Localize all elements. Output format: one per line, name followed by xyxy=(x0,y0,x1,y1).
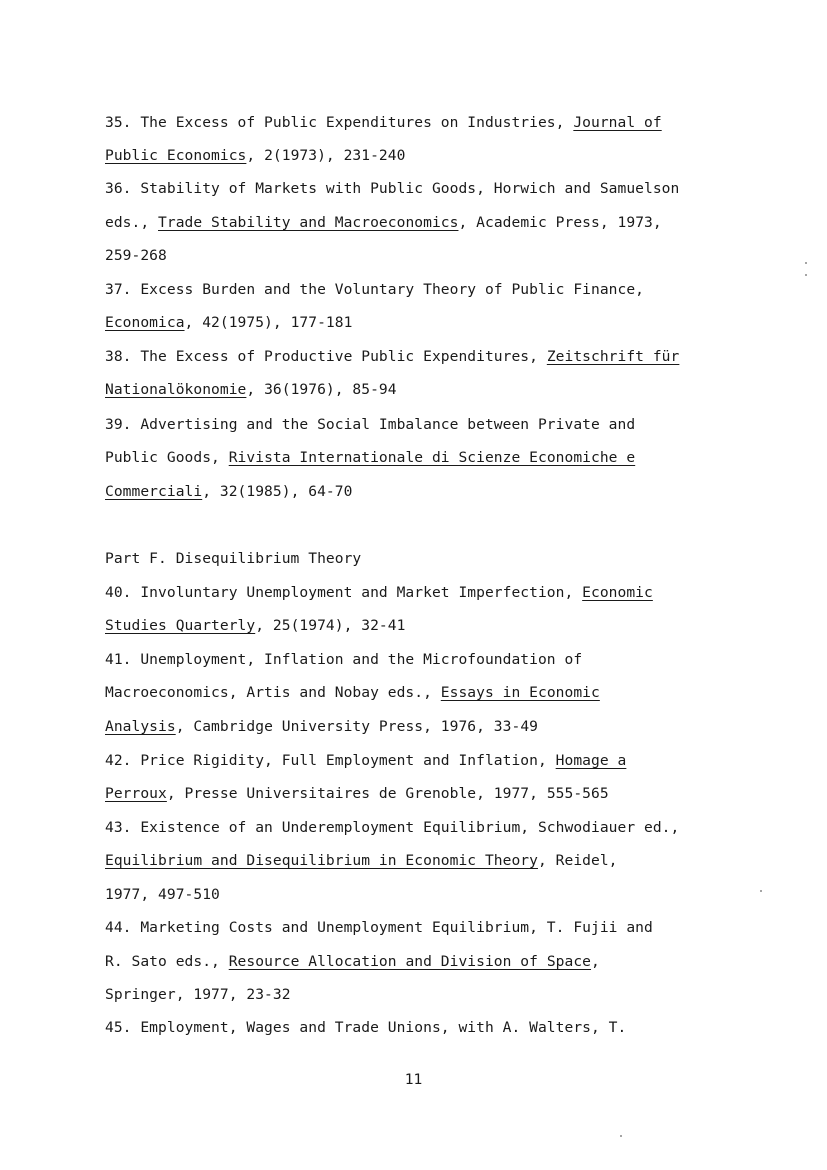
journal-title: Public Economics xyxy=(105,147,247,164)
text-line: Studies Quarterly, 25(1974), 32-41 xyxy=(105,617,406,634)
journal-title: Commerciali xyxy=(105,483,203,500)
text-line: 259-268 xyxy=(105,247,167,264)
journal-title: Economic xyxy=(582,584,653,601)
text-line: Equilibrium and Disequilibrium in Economic Theory, Reidel, xyxy=(105,852,618,869)
text-line: 36. Stability of Markets with Public Goods, Horwich and Samuelson xyxy=(105,180,680,197)
book-title: Trade Stability and Macroeconomics xyxy=(158,214,459,231)
text-line: Nationalökonomie, 36(1976), 85-94 xyxy=(105,381,397,398)
text-line: Analysis, Cambridge University Press, 1976, 33-49 xyxy=(105,718,538,735)
text-line: Economica, 42(1975), 177-181 xyxy=(105,314,353,331)
text-line: Public Economics, 2(1973), 231-240 xyxy=(105,147,406,164)
text-line: Macroeconomics, Artis and Nobay eds., Essays in Economic xyxy=(105,684,600,701)
text-line: 39. Advertising and the Social Imbalance between Private and xyxy=(105,416,636,433)
text-line: 41. Unemployment, Inflation and the Microfoundation of xyxy=(105,651,583,668)
journal-title: Studies Quarterly xyxy=(105,617,256,634)
text-line: R. Sato eds., Resource Allocation and Division of Space, xyxy=(105,953,600,970)
book-title: Analysis xyxy=(105,718,176,735)
journal-title: Journal of xyxy=(573,114,662,131)
section-heading: Part F. Disequilibrium Theory xyxy=(105,550,362,567)
book-title: Equilibrium and Disequilibrium in Economic Theory xyxy=(105,852,538,869)
journal-title: Economica xyxy=(105,314,185,331)
text-line: 45. Employment, Wages and Trade Unions, with A. Walters, T. xyxy=(105,1019,627,1036)
book-title: Essays in Economic xyxy=(440,684,600,701)
text-line: Commerciali, 32(1985), 64-70 xyxy=(105,483,353,500)
book-title: Perroux xyxy=(105,785,167,802)
text-line: Perroux, Presse Universitaires de Grenoble, 1977, 555-565 xyxy=(105,785,609,802)
text-line: eds., Trade Stability and Macroeconomics, Academic Press, 1973, xyxy=(105,214,662,231)
scan-speck xyxy=(760,890,762,892)
journal-title: Zeitschrift für xyxy=(546,348,680,365)
book-title: Homage a xyxy=(555,752,627,769)
text-line: 40. Involuntary Unemployment and Market Imperfection, Economic xyxy=(105,584,653,601)
text-line: 35. The Excess of Public Expenditures on Industries, Journal of xyxy=(105,114,662,131)
journal-title: Nationalökonomie xyxy=(105,381,247,398)
page-number: 11 xyxy=(404,1071,423,1088)
book-title: Resource Allocation and Division of Space xyxy=(228,953,592,970)
text-line: 42. Price Rigidity, Full Employment and Inflation, Homage a xyxy=(105,752,627,769)
scan-speck xyxy=(805,262,807,264)
text-line: 37. Excess Burden and the Voluntary Theory of Public Finance, xyxy=(105,281,645,298)
journal-title: Rivista Internationale di Scienze Economiche e xyxy=(228,449,636,466)
text-line: 43. Existence of an Underemployment Equilibrium, Schwodiauer ed., xyxy=(105,819,680,836)
text-line: 1977, 497-510 xyxy=(105,886,220,903)
text-line: 44. Marketing Costs and Unemployment Equilibrium, T. Fujii and xyxy=(105,919,653,936)
text-line: Springer, 1977, 23-32 xyxy=(105,986,291,1003)
scan-speck xyxy=(620,1135,622,1137)
scan-speck xyxy=(805,274,807,276)
text-line: Public Goods, Rivista Internationale di Scienze Economiche e xyxy=(105,449,636,466)
text-line: 38. The Excess of Productive Public Expenditures, Zeitschrift für xyxy=(105,348,680,365)
